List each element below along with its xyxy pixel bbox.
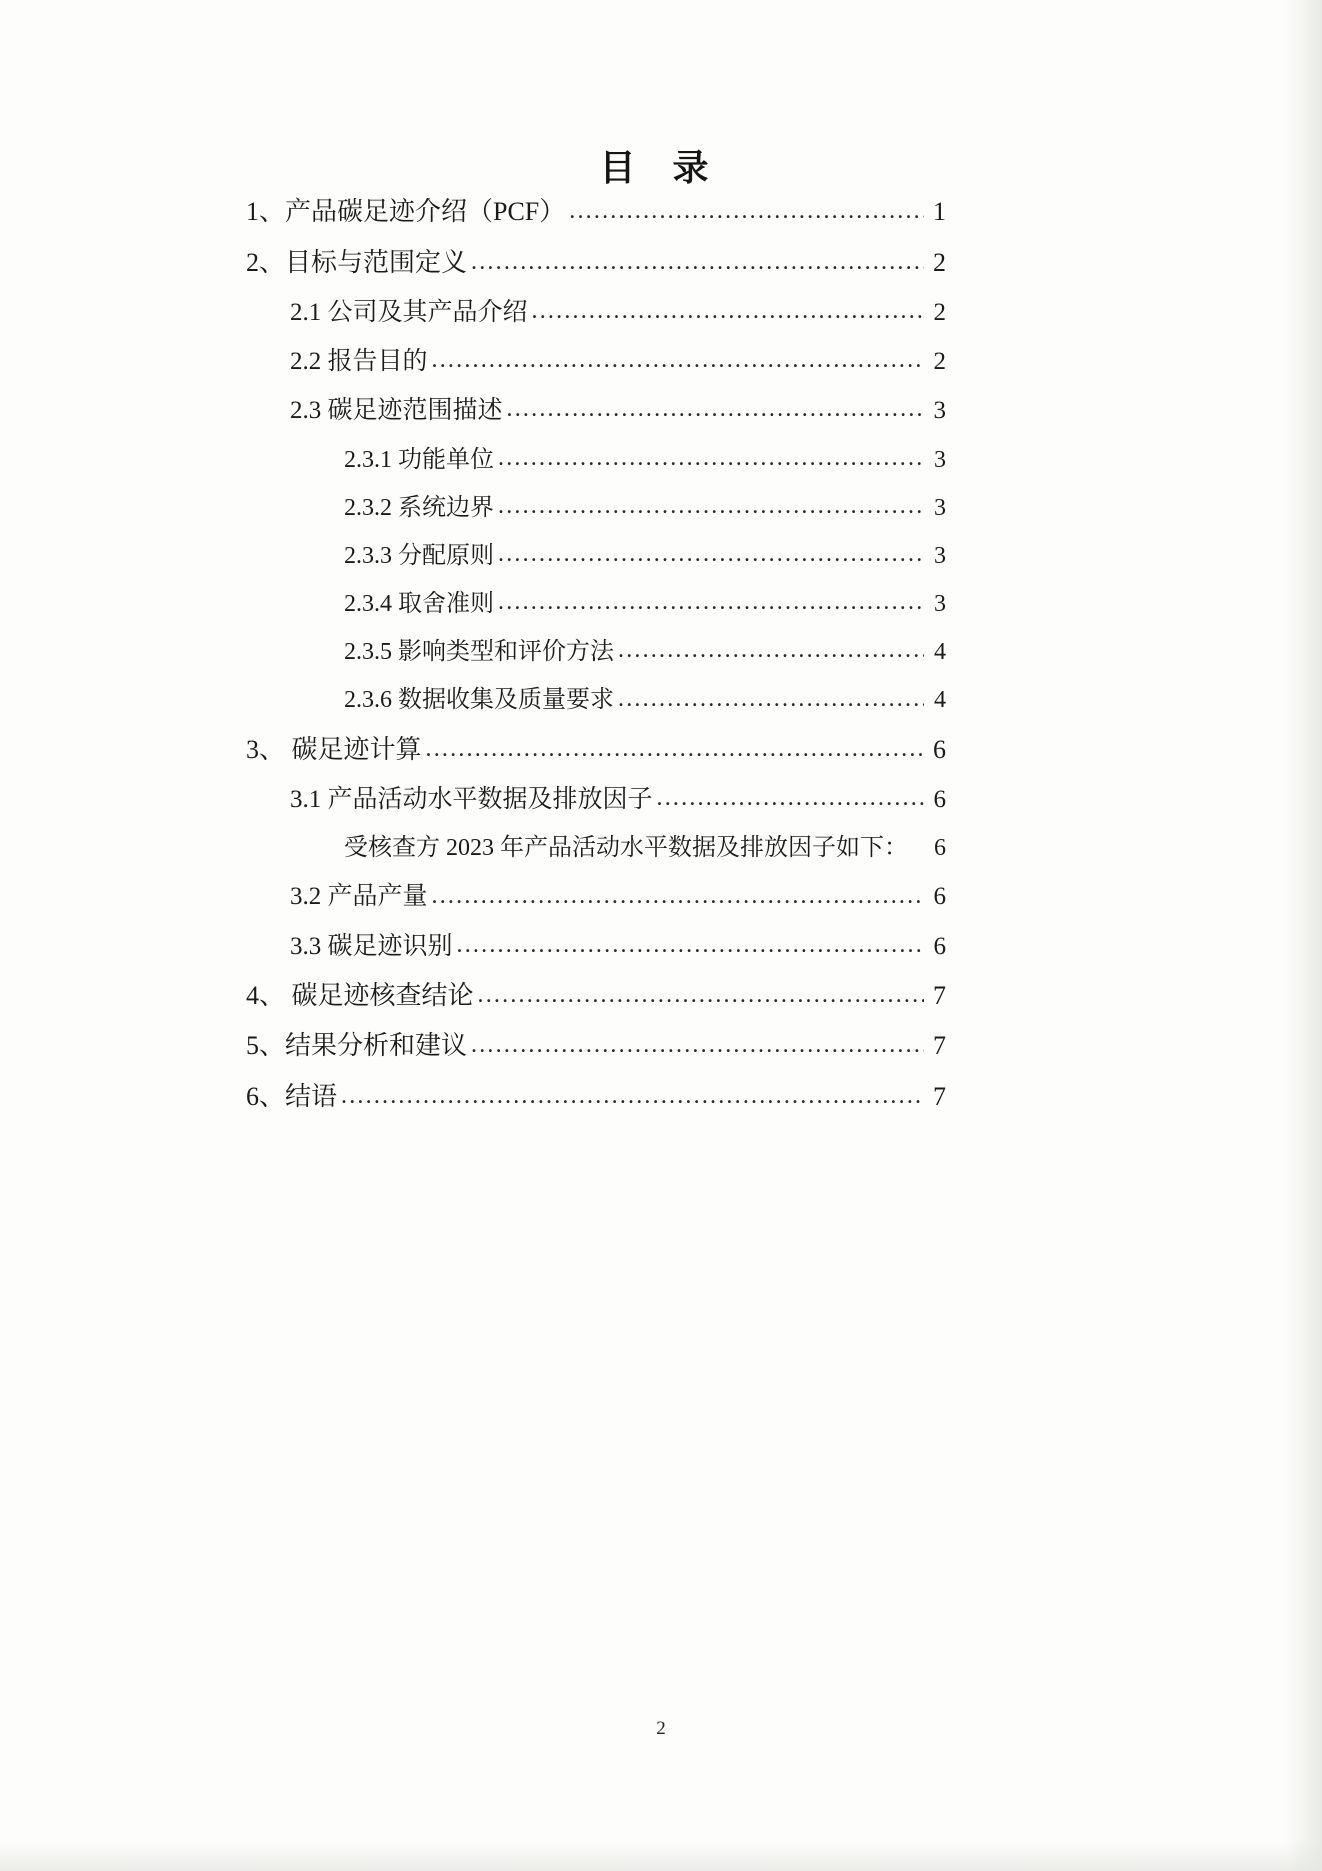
toc-leader-dots [618, 639, 924, 664]
toc-entry[interactable] [344, 687, 946, 712]
toc-entry[interactable] [290, 348, 946, 374]
toc-entry[interactable] [246, 1082, 946, 1109]
toc-entry[interactable] [344, 543, 946, 568]
toc-leader-dots [569, 198, 924, 225]
footer-page-number: 2 [656, 1718, 666, 1739]
toc-entry[interactable] [246, 198, 946, 225]
toc-entry-page-number: 3 [934, 542, 946, 569]
toc-entry-label: 3、 碳足迹计算 [246, 734, 422, 764]
toc-entry-label: 2.3 碳足迹范围描述 [290, 397, 503, 425]
toc-entry-label: 2.3.1 功能单位 [344, 446, 494, 473]
toc-entry-label: 4、 碳足迹核查结论 [246, 981, 474, 1010]
toc-leader-dots [432, 883, 924, 909]
toc-entry-page-number: 3 [933, 397, 946, 425]
toc-entry[interactable] [246, 248, 946, 275]
toc-entry-label: 3.1 产品活动水平数据及排放因子 [290, 786, 653, 814]
toc-entry[interactable] [290, 397, 946, 423]
toc-leader-dots [341, 1082, 924, 1109]
toc-leader-dots [507, 397, 924, 423]
toc-entry-label: 2.2 报告目的 [290, 348, 428, 376]
toc-leader-dots [498, 446, 924, 471]
toc-entry-label: 2.3.2 系统边界 [344, 494, 494, 521]
toc-leader-dots [912, 835, 924, 860]
toc-entry[interactable] [344, 495, 946, 520]
table-of-contents [246, 198, 946, 1133]
toc-entry-label: 2.1 公司及其产品介绍 [290, 298, 528, 326]
toc-entry-page-number: 3 [934, 591, 946, 618]
toc-leader-dots [478, 982, 924, 1009]
toc-leader-dots [432, 348, 924, 374]
toc-entry[interactable] [246, 1032, 946, 1059]
toc-entry-page-number: 6 [933, 734, 946, 764]
toc-leader-dots [532, 299, 924, 325]
toc-leader-dots [426, 735, 924, 762]
toc-entry-label: 2、目标与范围定义 [246, 247, 468, 277]
toc-entry[interactable] [290, 299, 946, 325]
toc-leader-dots [498, 591, 924, 616]
toc-entry[interactable] [246, 982, 946, 1009]
toc-entry[interactable] [344, 835, 946, 860]
toc-entry-page-number: 3 [934, 494, 946, 521]
toc-entry[interactable] [290, 883, 946, 909]
toc-entry-label: 1、产品碳足迹介绍（PCF） [246, 197, 566, 227]
toc-entry-page-number: 7 [933, 1081, 946, 1111]
toc-entry[interactable] [290, 932, 946, 958]
toc-entry-label: 2.3.3 分配原则 [344, 542, 494, 569]
toc-entry-page-number: 7 [933, 981, 946, 1010]
toc-leader-dots [657, 786, 924, 812]
toc-entry-page-number: 6 [934, 835, 946, 862]
toc-entry[interactable] [246, 735, 946, 762]
toc-entry-page-number: 1 [933, 197, 946, 227]
toc-entry-label: 2.3.5 影响类型和评价方法 [344, 639, 614, 666]
toc-entry-label: 受核查方 2023 年产品活动水平数据及排放因子如下： [344, 835, 908, 862]
toc-entry[interactable] [344, 446, 946, 471]
toc-entry-page-number: 2 [933, 298, 946, 326]
toc-entry-label: 5、结果分析和建议 [246, 1031, 468, 1061]
page-title: 目 录 [599, 148, 723, 188]
toc-entry-page-number: 4 [934, 639, 946, 666]
toc-leader-dots [618, 687, 924, 712]
toc-entry-label: 6、结语 [246, 1081, 338, 1111]
toc-entry-label: 2.3.6 数据收集及质量要求 [344, 687, 614, 714]
toc-leader-dots [471, 248, 924, 275]
toc-entry-page-number: 2 [933, 247, 946, 277]
toc-entry-page-number: 6 [933, 883, 946, 911]
toc-leader-dots [498, 495, 924, 520]
toc-entry-page-number: 6 [933, 786, 946, 814]
toc-leader-dots [498, 543, 924, 568]
toc-leader-dots [457, 932, 924, 958]
toc-leader-dots [471, 1032, 924, 1059]
toc-entry-label: 3.3 碳足迹识别 [290, 932, 453, 960]
toc-entry-label: 3.2 产品产量 [290, 883, 428, 911]
toc-entry-page-number: 6 [933, 932, 946, 960]
toc-entry[interactable] [290, 786, 946, 812]
toc-entry-page-number: 2 [933, 348, 946, 376]
toc-entry[interactable] [344, 591, 946, 616]
toc-entry-page-number: 4 [934, 687, 946, 714]
toc-entry-label: 2.3.4 取舍准则 [344, 591, 494, 618]
toc-entry-page-number: 3 [934, 446, 946, 473]
toc-entry-page-number: 7 [933, 1031, 946, 1061]
toc-entry[interactable] [344, 639, 946, 664]
